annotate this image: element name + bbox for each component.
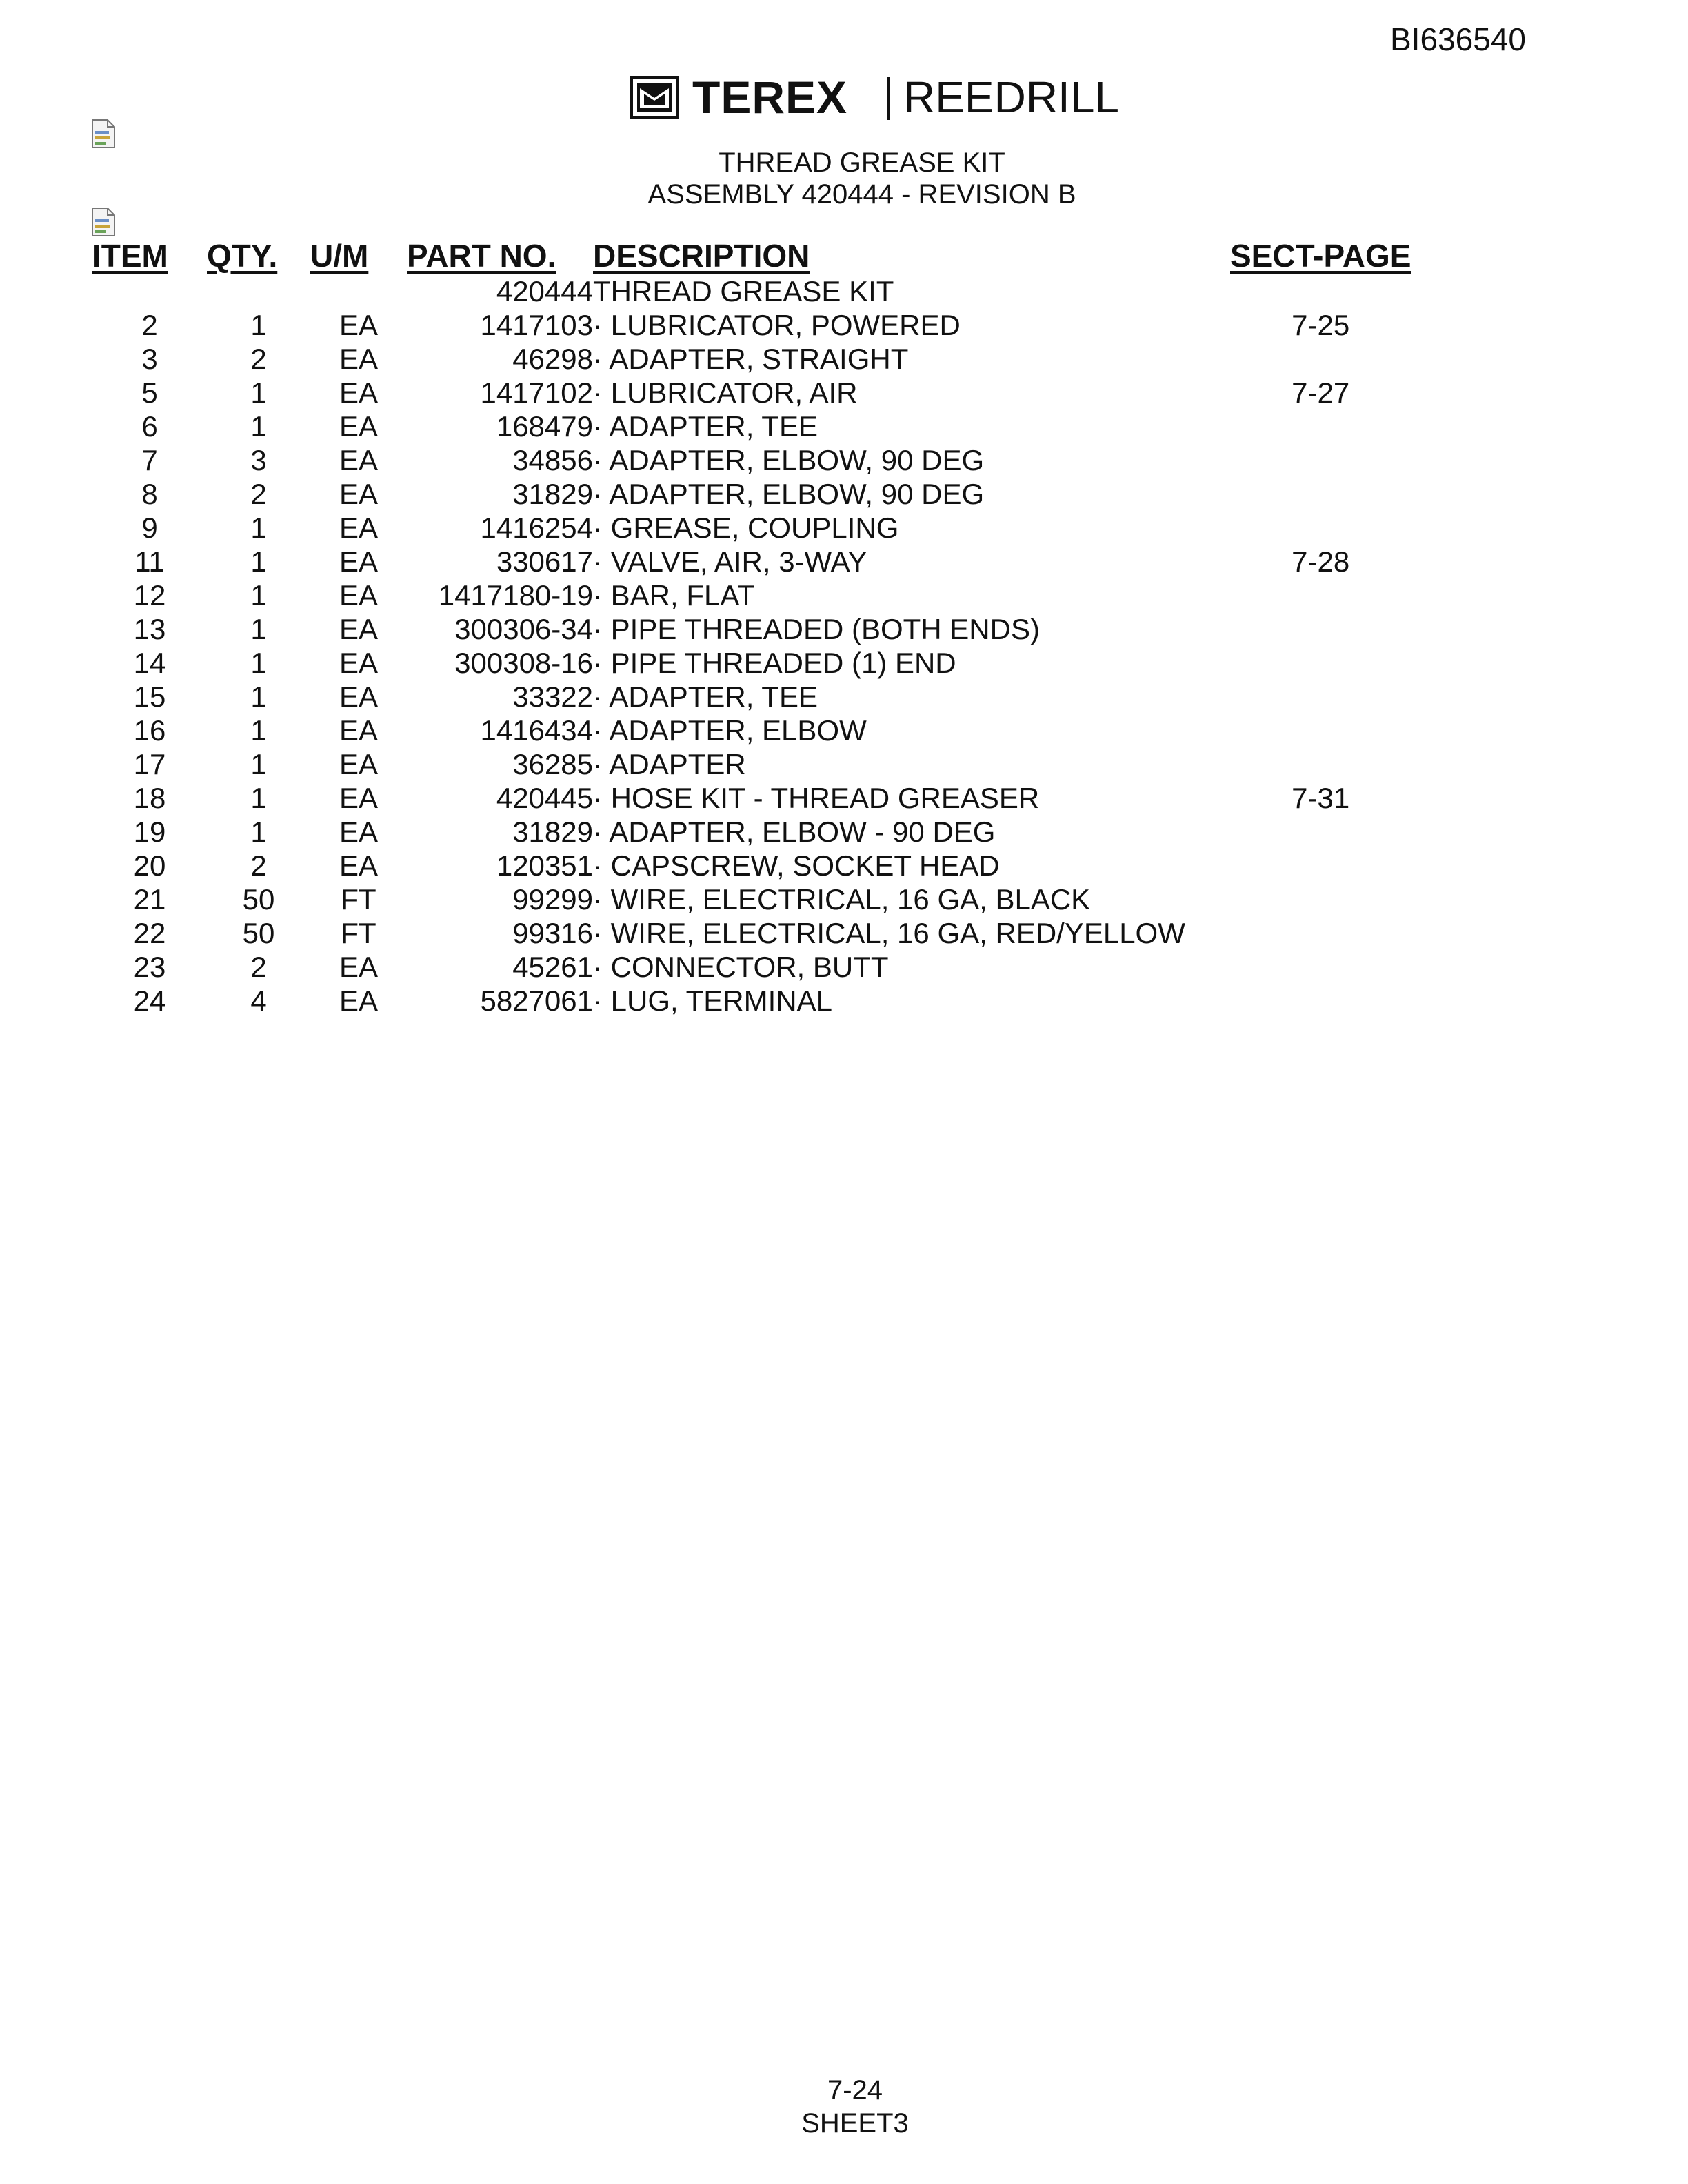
description-cell: · ADAPTER, ELBOW, 90 DEG <box>593 444 985 476</box>
table-row <box>92 308 1411 342</box>
item-cell: 7 <box>141 444 158 476</box>
part-no-cell: 46298 <box>512 343 593 375</box>
description-cell: · ADAPTER, ELBOW <box>593 714 867 747</box>
table-row <box>92 443 1411 477</box>
sect-page-cell <box>1230 274 1411 308</box>
description-cell: · PIPE THREADED (1) END <box>593 647 956 679</box>
qty-cell: 1 <box>250 545 267 578</box>
qty-cell: 2 <box>250 849 267 882</box>
description-cell: · CAPSCREW, SOCKET HEAD <box>593 849 1000 882</box>
table-row <box>92 747 1411 781</box>
qty-cell: 1 <box>250 714 267 747</box>
qty-cell: 1 <box>250 579 267 611</box>
sect-page-cell <box>1230 984 1411 1018</box>
um-cell: FT <box>341 883 376 916</box>
table-row <box>92 545 1411 578</box>
um-cell: EA <box>339 343 379 375</box>
item-cell: 9 <box>141 512 158 544</box>
description-cell: · ADAPTER, ELBOW, 90 DEG <box>593 478 985 510</box>
qty-cell: 1 <box>250 376 267 409</box>
part-no-cell: 1416254 <box>480 512 593 544</box>
um-cell: EA <box>339 478 379 510</box>
table-row <box>92 815 1411 849</box>
part-no-cell: 99316 <box>512 917 593 949</box>
part-no-cell: 5827061 <box>480 984 593 1017</box>
part-no-cell: 168479 <box>496 410 593 443</box>
part-no-cell: 36285 <box>512 748 593 780</box>
table-row <box>92 680 1411 714</box>
item-cell: 14 <box>133 647 166 679</box>
sect-page-cell <box>1230 950 1411 984</box>
table-row <box>92 612 1411 646</box>
part-no-cell: 420444 <box>496 275 593 307</box>
qty-cell: 3 <box>250 444 267 476</box>
description-cell: · ADAPTER, TEE <box>593 410 818 443</box>
item-cell: 13 <box>133 613 166 645</box>
sect-page-cell <box>1230 916 1411 950</box>
sect-page-cell: 7-25 <box>1292 309 1350 341</box>
description-cell: · PIPE THREADED (BOTH ENDS) <box>593 613 1040 645</box>
table-row <box>92 984 1411 1018</box>
kit-title: THREAD GREASE KIT <box>719 148 1005 178</box>
part-no-cell: 99299 <box>512 883 593 916</box>
table-row <box>92 646 1411 680</box>
table-row <box>92 578 1411 612</box>
part-no-cell: 1417180-19 <box>438 579 593 611</box>
part-no-cell: 31829 <box>512 816 593 848</box>
description-cell: · WIRE, ELECTRICAL, 16 GA, BLACK <box>593 883 1091 916</box>
page-footer <box>0 2074 1688 2140</box>
sect-page-cell <box>1230 747 1411 781</box>
part-no-cell: 300306-34 <box>454 613 593 645</box>
sub-brand-name: REEDRILL <box>903 72 1119 122</box>
um-cell: EA <box>339 680 379 713</box>
qty-cell: 1 <box>250 309 267 341</box>
sheet-label: SHEET3 <box>801 2108 909 2138</box>
assembly-revision: ASSEMBLY 420444 - REVISION B <box>647 179 1076 210</box>
item-cell: 6 <box>141 410 158 443</box>
qty-cell: 1 <box>250 816 267 848</box>
item-cell: 23 <box>133 951 166 983</box>
header-um: U/M <box>310 238 369 274</box>
description-cell: · LUBRICATOR, POWERED <box>593 309 961 341</box>
um-cell: EA <box>339 410 379 443</box>
item-cell: 16 <box>133 714 166 747</box>
description-cell: · ADAPTER, ELBOW - 90 DEG <box>593 816 996 848</box>
sect-page-cell <box>1230 680 1411 714</box>
part-no-cell: 33322 <box>512 680 593 713</box>
part-no-cell: 330617 <box>496 545 593 578</box>
um-cell: EA <box>339 512 379 544</box>
um-cell: EA <box>339 309 379 341</box>
part-no-cell: 31829 <box>512 478 593 510</box>
header-item: ITEM <box>92 238 168 274</box>
header-qty: QTY. <box>207 238 278 274</box>
description-cell: · LUG, TERMINAL <box>593 984 832 1017</box>
description-cell: · ADAPTER, STRAIGHT <box>593 343 909 375</box>
description-cell: · BAR, FLAT <box>593 579 755 611</box>
description-cell: · ADAPTER <box>593 748 746 780</box>
sect-page-cell: 7-28 <box>1292 545 1350 578</box>
qty-cell: 50 <box>242 883 275 916</box>
terex-crown-logo-icon <box>630 76 679 119</box>
logo-divider <box>887 77 890 120</box>
um-cell: EA <box>339 579 379 611</box>
item-cell <box>92 274 207 308</box>
item-cell: 24 <box>133 984 166 1017</box>
item-cell: 21 <box>133 883 166 916</box>
table-row <box>92 950 1411 984</box>
qty-cell: 2 <box>250 343 267 375</box>
um-cell: EA <box>339 748 379 780</box>
qty-cell: 1 <box>250 782 267 814</box>
part-no-cell: 1417103 <box>480 309 593 341</box>
um-cell: EA <box>339 951 379 983</box>
table-row <box>92 882 1411 916</box>
table-row <box>92 781 1411 815</box>
um-cell: EA <box>339 984 379 1017</box>
um-cell: EA <box>339 816 379 848</box>
header-part-no: PART NO. <box>407 238 556 274</box>
item-cell: 18 <box>133 782 166 814</box>
sect-page-cell <box>1230 410 1411 443</box>
description-cell: · HOSE KIT - THREAD GREASER <box>593 782 1040 814</box>
description-cell: THREAD GREASE KIT <box>593 275 894 307</box>
part-no-cell: 1417102 <box>480 376 593 409</box>
page-number: 7-24 <box>827 2075 883 2105</box>
item-cell: 15 <box>133 680 166 713</box>
table-row <box>92 477 1411 511</box>
qty-cell: 2 <box>250 951 267 983</box>
table-row <box>92 714 1411 747</box>
table-header-row <box>92 236 1411 274</box>
item-cell: 20 <box>133 849 166 882</box>
item-cell: 8 <box>141 478 158 510</box>
qty-cell: 1 <box>250 680 267 713</box>
description-cell: · GREASE, COUPLING <box>593 512 899 544</box>
table-row <box>92 342 1411 376</box>
item-cell: 19 <box>133 816 166 848</box>
part-no-cell: 1416434 <box>480 714 593 747</box>
part-no-cell: 120351 <box>496 849 593 882</box>
item-cell: 3 <box>141 343 158 375</box>
table-row <box>92 916 1411 950</box>
qty-cell: 4 <box>250 984 267 1017</box>
item-cell: 12 <box>133 579 166 611</box>
sect-page-cell: 7-31 <box>1292 782 1350 814</box>
description-cell: · LUBRICATOR, AIR <box>593 376 858 409</box>
qty-cell: 1 <box>250 647 267 679</box>
um-cell: EA <box>339 444 379 476</box>
sect-page-cell: 7-27 <box>1292 376 1350 409</box>
um-cell <box>310 274 407 308</box>
parts-list-body <box>92 274 1411 1018</box>
description-cell: · CONNECTOR, BUTT <box>593 951 889 983</box>
um-cell: EA <box>339 782 379 814</box>
sect-page-cell <box>1230 342 1411 376</box>
brand-name: TEREX <box>692 72 848 123</box>
item-cell: 2 <box>141 309 158 341</box>
um-cell: EA <box>339 647 379 679</box>
qty-cell <box>207 274 310 308</box>
um-cell: FT <box>341 917 376 949</box>
table-row <box>92 376 1411 410</box>
header-description: DESCRIPTION <box>593 238 810 274</box>
description-cell: · ADAPTER, TEE <box>593 680 818 713</box>
sect-page-cell <box>1230 477 1411 511</box>
sect-page-cell <box>1230 646 1411 680</box>
description-cell: · WIRE, ELECTRICAL, 16 GA, RED/YELLOW <box>593 917 1185 949</box>
table-row <box>92 274 1411 308</box>
um-cell: EA <box>339 613 379 645</box>
um-cell: EA <box>339 714 379 747</box>
sect-page-cell <box>1230 578 1411 612</box>
qty-cell: 1 <box>250 410 267 443</box>
parts-list-table <box>92 236 1411 1018</box>
table-row <box>92 511 1411 545</box>
sect-page-cell <box>1230 849 1411 882</box>
item-cell: 17 <box>133 748 166 780</box>
qty-cell: 1 <box>250 613 267 645</box>
qty-cell: 1 <box>250 512 267 544</box>
sect-page-cell <box>1230 815 1411 849</box>
sect-page-cell <box>1230 443 1411 477</box>
part-no-cell: 300308-16 <box>454 647 593 679</box>
part-no-cell: 34856 <box>512 444 593 476</box>
sect-page-cell <box>1230 511 1411 545</box>
part-no-cell: 45261 <box>512 951 593 983</box>
sect-page-cell <box>1230 612 1411 646</box>
item-cell: 11 <box>134 545 165 578</box>
document-icon[interactable] <box>91 119 116 149</box>
description-cell: · VALVE, AIR, 3-WAY <box>593 545 867 578</box>
table-row <box>92 410 1411 443</box>
sect-page-cell <box>1230 882 1411 916</box>
document-id: BI636540 <box>1390 21 1526 57</box>
item-cell: 5 <box>141 376 158 409</box>
um-cell: EA <box>339 849 379 882</box>
qty-cell: 2 <box>250 478 267 510</box>
part-no-cell: 420445 <box>496 782 593 814</box>
sect-page-cell <box>1230 714 1411 747</box>
header-sect-page: SECT-PAGE <box>1230 238 1411 274</box>
table-row <box>92 849 1411 882</box>
um-cell: EA <box>339 545 379 578</box>
title-block <box>0 147 1688 210</box>
item-cell: 22 <box>133 917 166 949</box>
document-icon[interactable] <box>91 207 116 237</box>
terex-reedrill-logo <box>630 72 1141 123</box>
qty-cell: 50 <box>242 917 275 949</box>
um-cell: EA <box>339 376 379 409</box>
qty-cell: 1 <box>250 748 267 780</box>
